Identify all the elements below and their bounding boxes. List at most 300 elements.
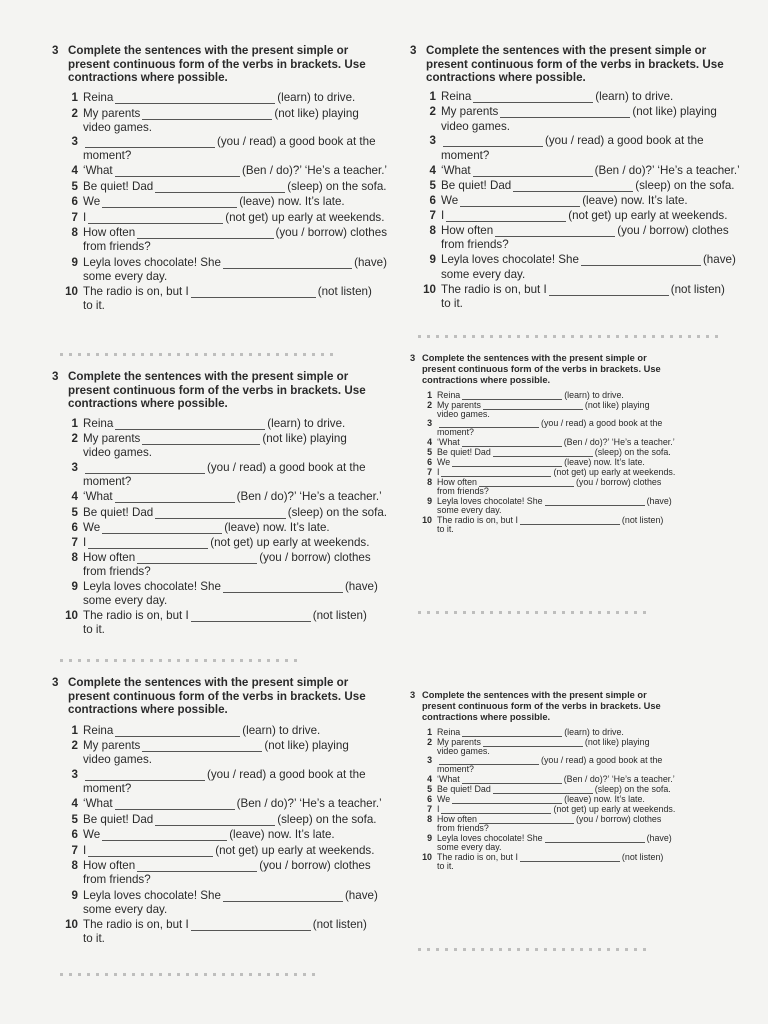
item-continuation: video games. [83,446,152,460]
item-continuation: from friends? [83,873,151,887]
item-text-before: ‘What [437,774,460,785]
instruction-line: Complete the sentences with the present simple or [422,353,647,363]
exercise-item [52,828,387,841]
item-sentence [83,889,387,916]
exercise-item [52,91,387,104]
answer-blank[interactable] [462,439,562,448]
answer-blank[interactable] [223,891,343,902]
item-number: 2 [71,432,78,446]
exercise-item [410,283,755,311]
item-continuation: to it. [437,860,454,871]
item-line [83,256,387,269]
item-text-after: (have) [646,833,672,844]
answer-blank[interactable] [115,799,235,810]
exercise-heading [410,690,730,723]
answer-blank[interactable] [115,492,235,503]
item-line [83,889,387,902]
answer-blank[interactable] [581,255,701,266]
item-continuation: some every day. [441,267,526,281]
answer-blank[interactable] [155,508,285,519]
answer-blank[interactable] [88,213,223,224]
item-text-after: (learn) to drive. [595,90,674,104]
instruction-line: contractions where possible. [68,71,228,85]
exercise-number: 3 [52,370,59,383]
item-number: 8 [71,226,78,240]
item-text-before: Leyla loves chocolate! She [83,255,221,269]
exercise-item [52,724,387,737]
item-sentence [437,437,730,447]
answer-blank[interactable] [155,815,275,826]
instruction-line: Complete the sentences with the present simple or [68,676,349,689]
exercise-item [52,107,387,134]
item-text-after: (you / borrow) clothes [275,226,387,240]
exercise-item [52,859,387,886]
answer-blank[interactable] [483,401,583,410]
answer-blank[interactable] [102,197,237,208]
item-text-before: The radio is on, but I [83,285,189,299]
item-sentence [83,135,387,162]
item-text-after: (learn) to drive. [277,91,356,105]
item-sentence [441,164,755,177]
item-number: 7 [71,843,78,857]
item-sentence [83,580,387,607]
answer-blank[interactable] [115,166,240,177]
item-sentence [83,417,387,430]
exercise-number: 3 [52,44,59,57]
item-text-before: How often [83,226,136,240]
instruction-line: Complete the sentences with the present simple or [68,44,349,57]
item-text-before: I [83,843,87,857]
item-line [441,164,755,177]
exercise-instruction [426,44,724,85]
exercise-item [410,496,730,515]
exercise-item [410,784,730,794]
exercise-item [410,727,730,737]
item-text-after: (learn) to drive. [267,417,346,431]
exercise-item [410,194,755,207]
answer-blank[interactable] [441,806,551,815]
item-text-after: (Ben / do)?’ ‘He’s a teacher.’ [563,774,675,785]
item-text-after: (not like) playing [584,399,650,410]
item-number: 5 [429,178,436,192]
instruction-line: present continuous form of the verbs in brackets. Use [68,383,366,397]
item-text-after: (Ben / do)?’ ‘He’s a teacher.’ [236,797,382,811]
exercise-item [52,739,387,766]
item-number: 4 [429,163,436,177]
exercise-item [410,209,755,222]
item-continuation: moment? [83,781,132,795]
exercise-item [410,447,730,457]
exercise-item [52,226,387,253]
item-line [441,134,755,147]
item-text-after: (not like) playing [264,739,349,753]
item-line [441,179,755,192]
item-number: 9 [71,888,78,902]
answer-blank[interactable] [493,449,593,458]
exercise-item [52,432,387,459]
item-number: 3 [71,767,78,781]
item-text-before: We [83,195,101,209]
item-continuation: moment? [83,474,132,488]
answer-blank[interactable] [462,391,562,400]
instruction-line: present continuous form of the verbs in brackets. Use [426,57,724,71]
item-text-after: (leave) now. It’s late. [564,794,645,805]
item-number: 8 [71,551,78,565]
item-line [437,467,730,477]
item-number: 5 [427,447,432,458]
item-line [441,283,755,296]
item-number: 4 [427,774,432,785]
exercise-item [52,609,387,636]
item-text-before: Be quiet! Dad [441,178,512,192]
item-continuation: some every day. [83,269,168,283]
exercise-block-middle-right [410,353,730,603]
item-number: 7 [429,208,436,222]
item-sentence [83,91,387,104]
item-line [83,180,387,193]
item-line [437,804,730,814]
answer-blank[interactable] [479,816,574,825]
item-line [83,417,387,430]
exercise-block-top-right [410,44,755,332]
item-text-before: My parents [83,106,141,120]
item-text-after: (not like) playing [262,432,347,446]
item-number: 3 [71,460,78,474]
item-number: 10 [423,282,436,296]
item-sentence [437,496,730,515]
item-text-before: My parents [441,105,499,119]
item-number: 8 [71,859,78,873]
answer-blank[interactable] [85,770,205,781]
exercise-item [410,164,755,177]
item-text-before: My parents [437,736,481,747]
answer-blank[interactable] [142,109,272,120]
exercise-number: 3 [52,676,59,689]
item-text-before: We [83,828,101,842]
item-text-before: The radio is on, but I [437,851,518,862]
instruction-line: present continuous form of the verbs in brackets. Use [422,363,661,374]
item-number: 7 [427,467,432,478]
answer-blank[interactable] [115,419,265,430]
item-sentence [83,461,387,488]
item-text-before: Be quiet! Dad [83,505,154,519]
item-line [83,580,387,593]
answer-blank[interactable] [102,830,227,841]
item-text-after: (you / borrow) clothes [575,477,662,488]
item-sentence [437,794,730,804]
answer-blank[interactable] [520,853,620,862]
item-text-after: (not get) up early at weekends. [568,208,728,222]
exercise-item [410,224,755,252]
item-text-before: Be quiet! Dad [83,812,154,826]
exercise-instruction [422,690,661,723]
item-number: 8 [427,477,432,488]
item-sentence [437,852,730,871]
item-continuation: some every day. [437,505,502,516]
answer-blank[interactable] [462,728,562,737]
cut-off-text-line [60,353,335,356]
item-sentence [441,90,755,103]
item-continuation: from friends? [83,240,151,254]
answer-blank[interactable] [483,738,583,747]
exercise-block-bottom-left [52,676,387,966]
answer-blank[interactable] [513,181,633,192]
item-text-before: ‘What [437,437,460,448]
item-sentence [437,804,730,814]
item-text-after: (not listen) [621,514,664,525]
exercise-item [410,253,755,281]
answer-blank[interactable] [473,92,593,103]
item-text-after: (leave) now. It’s late. [224,521,330,535]
answer-blank[interactable] [460,196,580,207]
exercise-item [52,844,387,857]
item-text-before: I [441,208,445,222]
item-continuation: to it. [83,299,105,313]
answer-blank[interactable] [191,287,316,298]
exercise-number: 3 [410,353,416,363]
item-number: 9 [71,255,78,269]
exercise-heading [410,353,730,386]
item-sentence [437,774,730,784]
answer-blank[interactable] [115,93,275,104]
answer-blank[interactable] [462,776,562,785]
instruction-line: present continuous form of the verbs in brackets. Use [68,57,366,71]
item-text-after: (have) [344,580,378,594]
answer-blank[interactable] [223,582,343,593]
item-sentence [437,727,730,737]
answer-blank[interactable] [452,796,562,805]
item-text-before: My parents [83,739,141,753]
item-sentence [437,457,730,467]
answer-blank[interactable] [545,498,645,507]
answer-blank[interactable] [500,107,630,118]
item-text-after: (sleep) on the sofa. [287,179,387,193]
item-text-after: (sleep) on the sofa. [594,447,671,458]
answer-blank[interactable] [137,861,257,872]
answer-blank[interactable] [85,137,215,148]
item-sentence [83,226,387,253]
item-text-after: (leave) now. It’s late. [229,828,335,842]
answer-blank[interactable] [155,182,285,193]
item-continuation: to it. [441,297,463,311]
item-sentence [83,724,387,737]
answer-blank[interactable] [191,611,311,622]
item-line [83,490,387,503]
cut-off-text-line [60,973,315,976]
item-sentence [83,859,387,886]
answer-blank[interactable] [549,285,669,296]
item-continuation: from friends? [83,565,151,579]
item-line [83,768,387,781]
item-text-after: (have) [702,253,736,267]
answer-blank[interactable] [85,463,205,474]
item-continuation: to it. [437,523,454,534]
item-line [83,107,387,120]
instruction-line: Complete the sentences with the present simple or [422,690,647,700]
instruction-line: contractions where possible. [68,397,228,411]
answer-blank[interactable] [223,258,352,269]
answer-blank[interactable] [479,479,574,488]
exercise-instruction [422,353,661,386]
exercise-instruction [68,676,366,717]
item-text-after: (not get) up early at weekends. [553,804,676,815]
answer-blank[interactable] [452,459,562,468]
item-text-after: (you / borrow) clothes [259,859,371,873]
item-line [83,859,387,872]
item-sentence [83,211,387,224]
exercise-item [410,774,730,784]
item-text-after: (Ben / do)?’ ‘He’s a teacher.’ [563,437,675,448]
answer-blank[interactable] [191,920,311,931]
item-line [441,105,755,118]
answer-blank[interactable] [520,516,620,525]
item-sentence [83,107,387,134]
answer-blank[interactable] [443,136,543,147]
item-sentence [437,447,730,457]
item-text-before: Reina [83,417,114,431]
exercise-item [52,813,387,826]
exercise-item [52,461,387,488]
item-text-after: (not listen) [317,285,372,299]
answer-blank[interactable] [446,211,566,222]
item-line [83,285,387,298]
item-text-after: (not get) up early at weekends. [225,210,385,224]
exercise-item [52,536,387,549]
item-number: 4 [71,797,78,811]
item-text-before: Reina [437,389,461,400]
item-line [437,390,730,400]
item-text-before: How often [437,477,477,488]
item-sentence [437,737,730,756]
answer-blank[interactable] [142,434,260,445]
answer-blank[interactable] [88,538,208,549]
item-number: 3 [427,755,432,766]
exercise-number: 3 [410,690,416,700]
item-sentence [437,390,730,400]
item-sentence [437,755,730,774]
item-line [83,91,387,104]
exercise-item [410,418,730,437]
answer-blank[interactable] [88,846,213,857]
item-text-before: My parents [83,432,141,446]
exercise-heading [52,676,387,717]
item-sentence [441,194,755,207]
answer-blank[interactable] [137,228,273,239]
item-continuation: moment? [441,148,490,162]
item-sentence [437,515,730,534]
item-text-after: (you / borrow) clothes [575,814,662,825]
item-number: 3 [429,134,436,148]
item-number: 5 [71,179,78,193]
exercise-block-middle-left [52,370,387,652]
item-text-before: We [437,794,451,805]
answer-blank[interactable] [102,523,222,534]
answer-blank[interactable] [545,835,645,844]
exercise-item [410,90,755,103]
item-text-after: (leave) now. It’s late. [239,195,345,209]
item-line [83,844,387,857]
instruction-line: contractions where possible. [426,71,586,85]
item-sentence [83,844,387,857]
exercise-item [52,285,387,312]
exercise-item [52,195,387,208]
item-line [441,209,755,222]
answer-blank[interactable] [137,553,257,564]
item-number: 1 [427,389,432,400]
exercise-item [410,437,730,447]
item-number: 6 [71,521,78,535]
item-sentence [441,105,755,133]
item-continuation: video games. [437,745,490,756]
item-text-after: (have) [354,255,387,269]
item-text-after: (you / borrow) clothes [259,551,371,565]
item-sentence [83,536,387,549]
item-text-before: Reina [441,90,472,104]
item-text-before: I [437,467,440,478]
exercise-item [52,180,387,193]
item-text-after: (you / read) a good book at the [217,134,376,148]
item-number: 8 [427,814,432,825]
instruction-line: Complete the sentences with the present simple or [426,44,707,57]
item-sentence [437,814,730,833]
item-continuation: moment? [437,764,474,775]
item-text-before: How often [441,223,494,237]
answer-blank[interactable] [473,166,593,177]
exercise-number: 3 [410,44,417,57]
item-line [83,739,387,752]
item-number: 4 [427,437,432,448]
item-text-before: ‘What [83,490,113,504]
item-text-before: How often [83,859,136,873]
answer-blank[interactable] [142,741,262,752]
answer-blank[interactable] [493,786,593,795]
item-number: 6 [427,794,432,805]
item-number: 1 [71,91,78,105]
item-number: 1 [429,90,436,104]
item-sentence [83,521,387,534]
item-continuation: some every day. [83,594,168,608]
answer-blank[interactable] [115,726,240,737]
item-text-after: (not listen) [312,918,367,932]
item-sentence [83,195,387,208]
item-text-after: (not like) playing [584,736,650,747]
item-sentence [83,739,387,766]
item-line [83,211,387,224]
item-continuation: to it. [83,623,105,637]
exercise-item [410,737,730,756]
exercise-item [52,135,387,162]
item-sentence [83,918,387,945]
item-number: 3 [427,418,432,429]
exercise-block-top-left [52,44,387,344]
item-line [441,224,755,237]
item-line [441,194,755,207]
item-sentence [441,283,755,311]
exercise-item [52,580,387,607]
item-text-before: The radio is on, but I [437,514,518,525]
exercise-instruction [68,44,366,85]
item-number: 10 [65,609,78,623]
item-text-after: (you / read) a good book at the [207,460,366,474]
item-continuation: video games. [441,119,510,133]
answer-blank[interactable] [441,469,551,478]
item-number: 2 [427,736,432,747]
item-number: 6 [429,193,436,207]
item-line [83,521,387,534]
item-text-before: How often [83,551,136,565]
exercise-item [410,179,755,192]
answer-blank[interactable] [495,226,615,237]
